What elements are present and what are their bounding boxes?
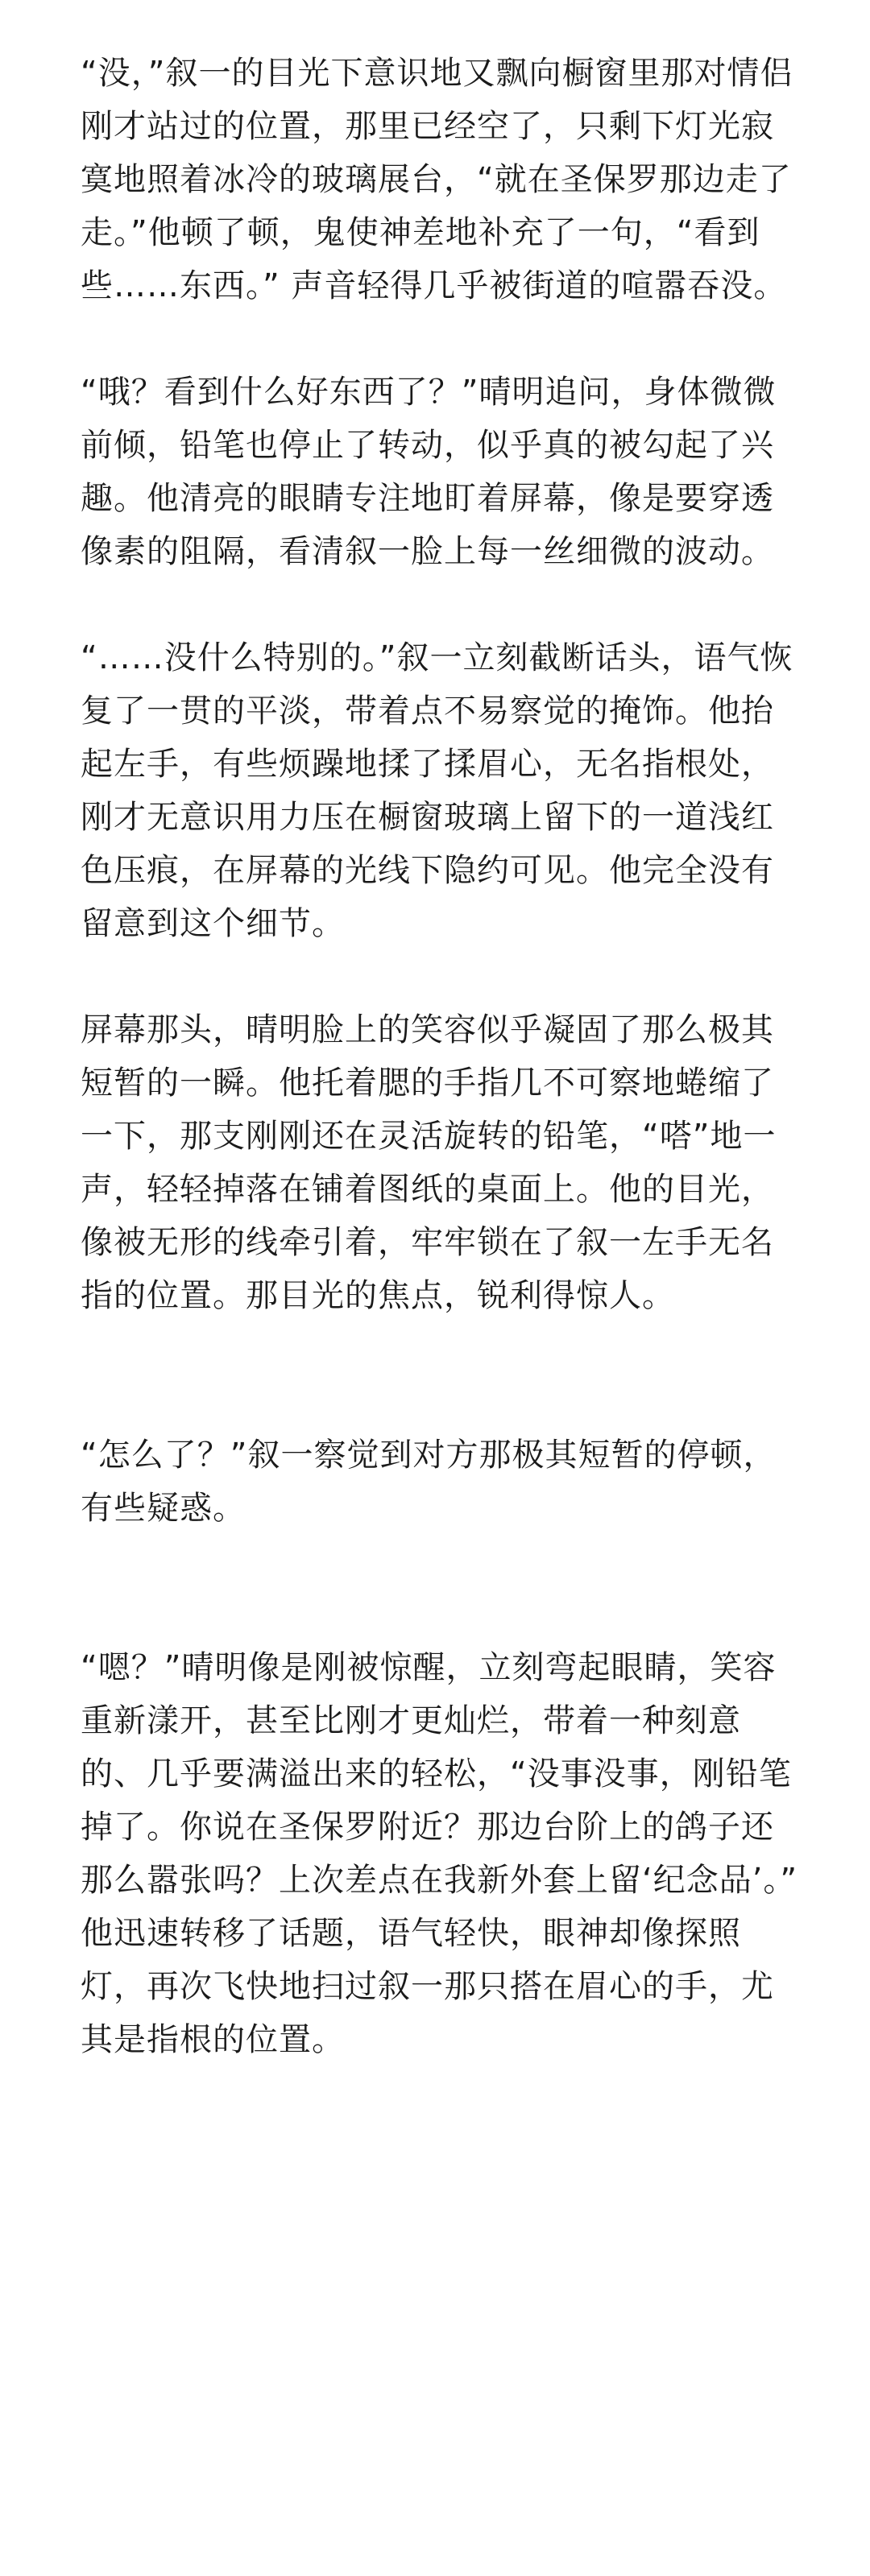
paragraph-5: “怎么了？”叙一察觉到对方那极其短暂的停顿，有些疑惑。 bbox=[81, 1437, 777, 1527]
article-body bbox=[81, 47, 806, 2066]
paragraph-2: “哦？看到什么好东西了？”晴明追问，身体微微前倾，铅笔也停止了转动，似乎真的被勾起了兴趣。他清亮的眼睛专注地盯着屏幕，像是要穿透像素的阻隔，看清叙一脸上每一丝细微的波动。 bbox=[81, 374, 777, 570]
paragraph-gap bbox=[81, 1322, 806, 1429]
paragraph-4: 屏幕那头，晴明脸上的笑容似乎凝固了那么极其短暂的一瞬。他托着腮的手指几不可察地蜷缩了一下，那支刚刚还在灵活旋转的铅笔，“嗒”地一声，轻轻掉落在铺着图纸的桌面上。他的目光，像被无形的线牵引着，牢牢锁在了叙一左手无名指的位置。那目光的焦点，锐利得惊人。 bbox=[81, 1011, 777, 1314]
paragraph-6: “嗯？”晴明像是刚被惊醒，立刻弯起眼睛，笑容重新漾开，甚至比刚才更灿烂，带着一种刻意的、几乎要满溢出来的轻松，“没事没事，刚铅笔掉了。你说在圣保罗附近？那边台阶上的鸽子还那么嚣张吗？上次差点在我新外套上留‘纪念品’。” 他迅速转移了话题，语气轻快，眼神却像探照灯，再次飞快地扫过叙一那只搭在眉心的手，尤其是指根的位置。 bbox=[81, 1649, 798, 2058]
paragraph-gap bbox=[81, 1535, 806, 1641]
paragraph-3: “……没什么特别的。”叙一立刻截断话头，语气恢复了一贯的平淡，带着点不易察觉的掩饰。他抬起左手，有些烦躁地揉了揉眉心，无名指根处，刚才无意识用力压在橱窗玻璃上留下的一道浅红色压痕，在屏幕的光线下隐约可见。他完全没有留意到这个细节。 bbox=[81, 639, 793, 942]
paragraph-gap bbox=[81, 312, 806, 366]
paragraph-1: “没，”叙一的目光下意识地又飘向橱窗里那对情侣刚才站过的位置，那里已经空了，只剩下灯光寂寞地照着冰冷的玻璃展台，“就在圣保罗那边走了走。”他顿了顿，鬼使神差地补充了一句，“看到些……东西。” 声音轻得几乎被街道的喧嚣吞没。 bbox=[81, 55, 793, 304]
paragraph-gap bbox=[81, 950, 806, 1003]
paragraph-gap bbox=[81, 578, 806, 631]
